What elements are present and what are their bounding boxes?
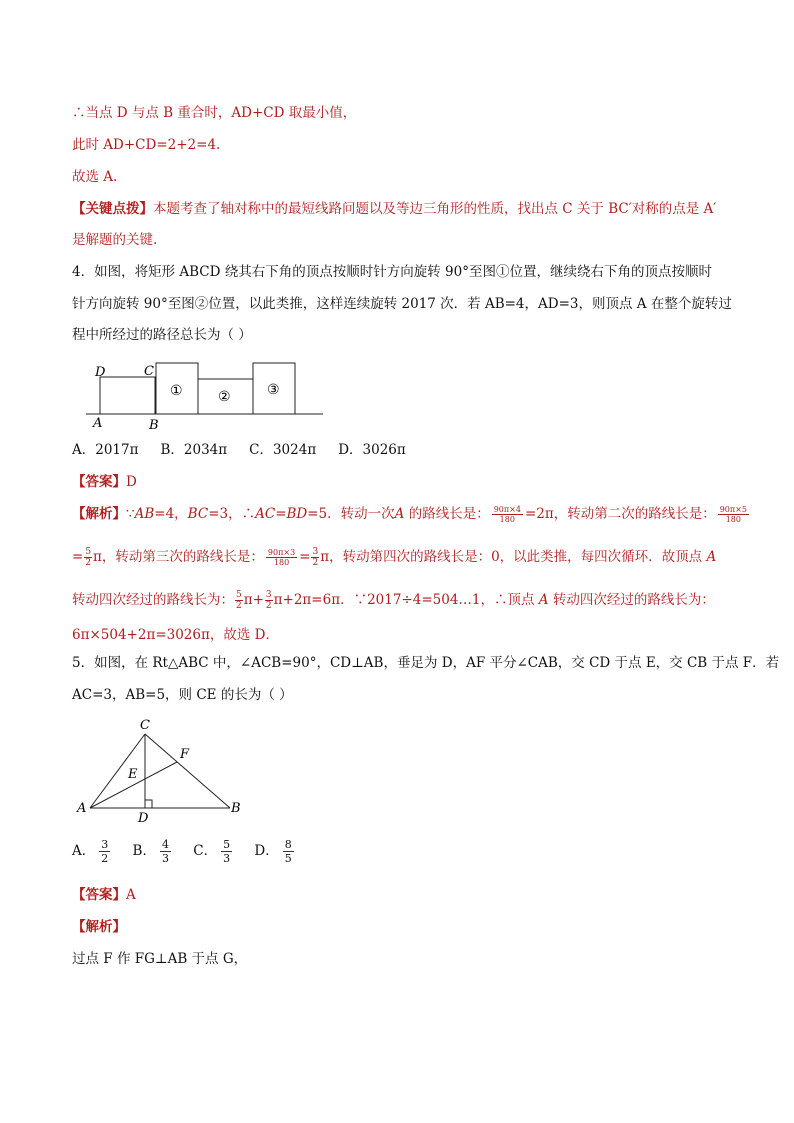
- q5-analysis-label: 【解析】: [72, 919, 126, 935]
- q5-analysis-1: 过点 F 作 FG⊥AB 于点 G，: [72, 951, 248, 967]
- q4-figure: [80, 355, 340, 435]
- q4-stem-1: 4．如图，将矩形 ABCD 绕其右下角的顶点按顺时针方向旋转 90°至图①位置，继续绕右下角的顶点按顺时: [72, 264, 712, 280]
- q4-stem-2: 针方向旋转 90°至图②位置，以此类推，这样连续旋转 2017 次．若 AB=4，AD=3，则顶点 A 在整个旋转过: [72, 296, 732, 312]
- q4-analysis-2: = $\frac{5}{2}$ π，转动第三次的路线长是： $\frac{90\pi\times 3}{180}$ = $\frac{3}{2}$ π，转动第四次的路线长是：0，以此类推，每四次循环．故顶点 A: [72, 547, 717, 568]
- q5-option-b[interactable]: B． $\frac{4}{3}$: [132, 838, 169, 865]
- q4-answer: [72, 473, 137, 491]
- q5-options: [72, 838, 312, 865]
- q5-label-D: D: [138, 811, 149, 826]
- key-tip-text-2: 是解题的关键.: [72, 232, 158, 248]
- fraction-1: $\frac{90\pi\times 4}{180}$: [493, 505, 521, 524]
- q5-answer-label: 【答案】: [72, 887, 126, 903]
- key-tip: [72, 200, 716, 218]
- q5-label-C: C: [140, 718, 150, 733]
- q4-option-d[interactable]: D．3026π: [338, 442, 406, 458]
- q5-right-angle-mark: [145, 800, 152, 808]
- q4-label-3: ③: [267, 382, 280, 398]
- q4-options: [72, 441, 428, 459]
- q5-analysis-label-line: [72, 918, 126, 936]
- q4-option-a[interactable]: A．2017π: [72, 442, 139, 458]
- q4-rect-original: [100, 377, 155, 414]
- q5-answer-value: A: [126, 887, 136, 903]
- q4-analysis-1: 【解析】∵AB=4，BC=3，∴AC=BD=5．转动一次A 的路线长是： $\frac{90\pi\times 4}{180}$ =2π，转动第二次的路线长是： $\frac{90\pi\times 5}{180}$: [72, 505, 747, 524]
- q5-label-F: F: [180, 747, 190, 762]
- q5-option-c[interactable]: C． $\frac{5}{3}$: [193, 838, 231, 865]
- key-tip-text: 本题考查了轴对称中的最短线路问题以及等边三角形的性质，找出点 C 关于 BC′对称的点是 A′: [153, 201, 717, 217]
- q4-label-2: ②: [218, 389, 231, 405]
- q4-label-C: C: [144, 364, 154, 379]
- q4-stem-3: 程中所经过的路径总长为（ ）: [72, 327, 252, 343]
- q5-stem-2: AC=3，AB=5，则 CE 的长为（ ）: [72, 687, 293, 703]
- q4-option-b[interactable]: B．2034π: [160, 442, 228, 458]
- key-tip-label: 【关键点拨】: [72, 201, 153, 217]
- fraction-4: $\frac{90\pi\times 3}{180}$: [267, 548, 296, 567]
- prev-line-1: ∴当点 D 与点 B 重合时，AD+CD 取最小值，: [72, 105, 357, 121]
- q5-option-a[interactable]: A． $\frac{3}{2}$: [72, 838, 109, 865]
- fraction-3: $\frac{5}{2}$: [85, 547, 92, 568]
- fraction-5: $\frac{3}{2}$: [312, 547, 319, 568]
- q5-label-B: B: [231, 801, 241, 816]
- q4-label-D: D: [95, 365, 106, 380]
- q4-answer-value: D: [126, 474, 137, 490]
- prev-line-2: 此时 AD+CD=2+2=4.: [72, 137, 221, 153]
- fraction-2: $\frac{90\pi\times 5}{180}$: [719, 505, 747, 524]
- q5-option-d[interactable]: D． $\frac{8}{5}$: [254, 838, 292, 865]
- fraction-7: $\frac{3}{2}$: [265, 590, 272, 611]
- q5-answer: [72, 886, 136, 904]
- q5-figure: [70, 712, 250, 827]
- fraction-6: $\frac{5}{2}$: [236, 590, 242, 611]
- q4-label-1: ①: [170, 383, 183, 399]
- q4-analysis-label: 【解析】: [72, 506, 126, 522]
- q5-stem-1: 5．如图，在 Rt△ABC 中，∠ACB=90°，CD⊥AB，垂足为 D，AF 平分∠CAB，交 CD 于点 E，交 CB 于点 F．若: [72, 655, 780, 671]
- q4-answer-label: 【答案】: [72, 474, 126, 490]
- prev-line-3: 故选 A.: [72, 169, 118, 185]
- q5-label-A: A: [77, 801, 87, 816]
- q5-label-E: E: [128, 767, 138, 782]
- q5-side-CB: [145, 734, 230, 808]
- q4-analysis-3: 转动四次经过的路线长为： $\frac{5}{2}$ π+ $\frac{3}{2}$ π+2π=6π．∵2017÷4=504…1，∴顶点 A 转动四次经过的路线长为：: [72, 590, 715, 611]
- q4-analysis-4: 6π×504+2π=3026π，故选 D．: [72, 627, 279, 643]
- q4-label-B: B: [149, 418, 159, 433]
- q4-label-A: A: [93, 416, 103, 431]
- q4-option-c[interactable]: C．3024π: [249, 442, 317, 458]
